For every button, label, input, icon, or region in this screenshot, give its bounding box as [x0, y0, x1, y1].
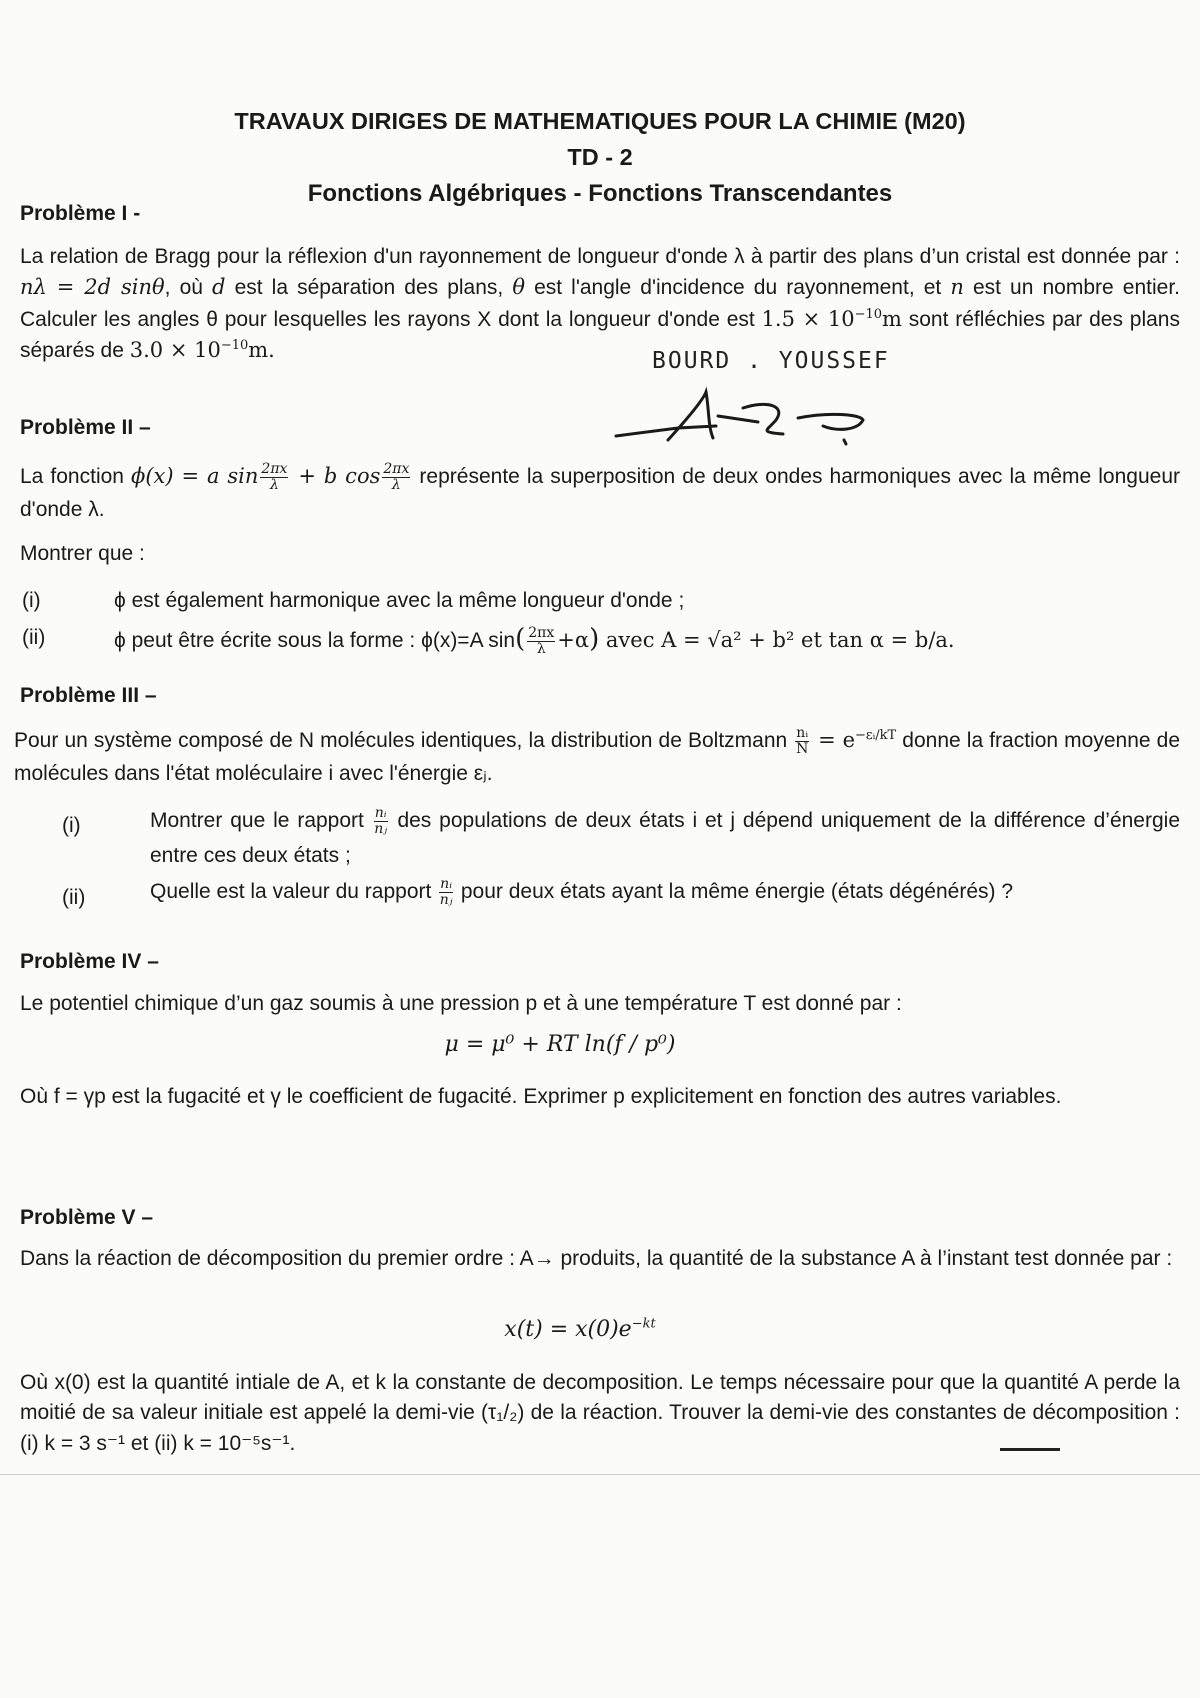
problem-3-item-ii-label: (ii)	[62, 886, 86, 909]
handwritten-name: BOURD . YOUSSEF	[652, 348, 890, 374]
problem-1-title: Problème I -	[20, 202, 141, 225]
problem-4-title: Problème IV –	[20, 950, 159, 973]
problem-5-text-2: Où x(0) est la quantité intiale de A, et k la constante de decomposition. Le temps nécessaire pour que la quantité A perde la moitié de sa valeur initiale est appelé la demi-vie (τ₁/₂) de la réaction. Trouver la demi-vie des constantes de décomposition : (i) k = 3 s⁻¹ et (ii) k = 10⁻⁵s⁻¹.	[20, 1371, 1180, 1455]
problem-4-text-2: Où f = γp est la fugacité et γ le coefficient de fugacité. Exprimer p explicitement en fonction des autres variables.	[20, 1085, 1062, 1108]
document-subtitle: Fonctions Algébriques - Fonctions Transcendantes	[307, 180, 893, 207]
problem-3-item-i-label: (i)	[62, 814, 81, 837]
document-title: TRAVAUX DIRIGES DE MATHEMATIQUES POUR LA CHIMIE (M20)	[234, 108, 966, 134]
problem-3-title: Problème III –	[20, 684, 157, 707]
problem-2-item-i-text: ϕ est également harmonique avec la même longueur d'onde ;	[114, 589, 685, 612]
problem-2-instruction: Montrer que :	[20, 542, 145, 565]
problem-2-text: La fonction ϕ(x) = a sin $\frac{2\pi x}{\lambda}$ + b cos $\frac{2\pi x}{\lambda}$ représente la superposition de deux ondes harmoniques avec la même longueur d'onde λ.	[20, 460, 1180, 521]
signature-scribble	[608, 378, 878, 458]
td-number: TD - 2	[567, 144, 633, 170]
problem-5-text: Dans la réaction de décomposition du premier ordre : A→ produits, la quantité de la substance A à l’instant test donnée par :	[20, 1247, 1173, 1270]
problem-3-item-i-text: Montrer que le rapport $\frac{\text{nᵢ}}{\text{nⱼ}}$ des populations de deux états i et j dépend uniquement de la différence d’énergie entre ces deux états ;	[150, 804, 1181, 867]
decorative-dash	[1000, 1448, 1060, 1451]
problem-2-title: Problème II –	[20, 416, 151, 439]
problem-3-item-ii-text: Quelle est la valeur du rapport $\frac{\text{nᵢ}}{\text{nⱼ}}$ pour deux états ayant la même énergie (états dégénérés) ?	[150, 875, 1014, 908]
problem-2-item-ii-text: ϕ peut être écrite sous la forme : ϕ(x)=A sin( $\frac{2\pi x}{\lambda}$ +α) avec A = √a² + b² et tan α = b/a.	[114, 624, 955, 657]
problem-5-equation: $x(t) = x(0)e^{-kt}$	[504, 1316, 656, 1342]
problem-4-equation: μ = μ⁰ + RT ln(f / p⁰)	[444, 1032, 676, 1057]
scan-line	[0, 1474, 1200, 1475]
problem-5-title: Problème V –	[20, 1206, 154, 1229]
problem-3-text: Pour un système composé de N molécules identiques, la distribution de Boltzmann $\frac{\text{nᵢ}}{N}$ = $e^{-\varepsilon ᵢ/kT}$ donne la fraction moyenne de molécules dans l'état moléculaire i avec l'énergie εⱼ.	[14, 724, 1180, 785]
problem-1-text: La relation de Bragg pour la réflexion d'un rayonnement de longueur d'onde λ à partir des plans d’un cristal est donnée par : nλ = 2d sinθ, où d est la séparation des plans, θ est l'angle d'incidence du rayonnement, et n est un nombre entier. Calculer les angles θ pour lesquelles les rayons X dont la longueur d'onde est $1.5 \times 10^{-10}m$ sont réfléchies par des plans séparés de $3.0 \times 10^{-10}m$.	[20, 245, 1180, 363]
problem-2-item-i-label: (i)	[22, 589, 41, 612]
problem-2-item-ii-label: (ii)	[22, 626, 46, 649]
problem-4-text: Le potentiel chimique d’un gaz soumis à une pression p et à une température T est donné par :	[20, 992, 902, 1015]
